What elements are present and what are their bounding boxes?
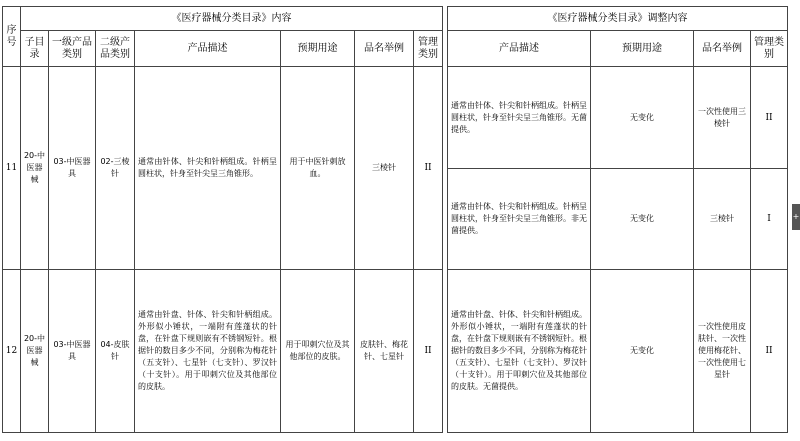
row-mgmt-class: II (414, 67, 443, 270)
expand-handle[interactable]: + (792, 204, 800, 230)
table-row (3, 67, 788, 169)
row-first-category: 03-中医器具 (49, 270, 96, 433)
header-adj-intended-use: 预期用途 (591, 31, 694, 67)
adj-examples: 一次性使用皮肤针、一次性使用梅花针、一次性使用七星针 (694, 270, 751, 433)
header-intended-use: 预期用途 (281, 31, 355, 67)
header-adj-mgmt-class: 管理类别 (751, 31, 788, 67)
adj-description: 通常由针盘、针体、针尖和针柄组成。外形似小锤状，一端附有莲蓬状的针盘，在针盘下规则嵌有不锈钢短针。根据针的数目多少不同，分别称为梅花针（五支针）、七星针（七支针）、罗汉针（十支针）。用于叩刺穴位及其他部位的皮肤。无菌提供。 (448, 270, 591, 433)
adj-mgmt-class: I (751, 169, 788, 270)
adj-description: 通常由针体、针尖和针柄组成。针柄呈圆柱状，针身至针尖呈三角锥形。无菌提供。 (448, 67, 591, 169)
adj-intended-use: 无变化 (591, 270, 694, 433)
adj-mgmt-class: II (751, 67, 788, 169)
header-second-category: 二级产品类别 (96, 31, 135, 67)
adj-description: 通常由针体、针尖和针柄组成。针柄呈圆柱状，针身至针尖呈三角锥形。非无菌提供。 (448, 169, 591, 270)
header-first-category: 一级产品类别 (49, 31, 96, 67)
header-adj-description: 产品描述 (448, 31, 591, 67)
header-mgmt-class: 管理类别 (414, 31, 443, 67)
row-sub-catalog: 20-中医器械 (21, 67, 49, 270)
catalog-table (2, 6, 788, 433)
row-sub-catalog: 20-中医器械 (21, 270, 49, 433)
row-seq: 11 (3, 67, 21, 270)
adj-examples: 三棱针 (694, 169, 751, 270)
row-seq: 12 (3, 270, 21, 433)
row-intended-use: 用于叩刺穴位及其他部位的皮肤。 (281, 270, 355, 433)
header-examples: 品名举例 (355, 31, 414, 67)
row-mgmt-class: II (414, 270, 443, 433)
adj-intended-use: 无变化 (591, 67, 694, 169)
row-examples: 皮肤针、梅花针、七星针 (355, 270, 414, 433)
row-intended-use: 用于中医针刺放血。 (281, 67, 355, 270)
table-row (3, 270, 788, 433)
row-first-category: 03-中医器具 (49, 67, 96, 270)
row-second-category: 02-三棱针 (96, 67, 135, 270)
adj-mgmt-class: II (751, 270, 788, 433)
header-right-group: 《医疗器械分类目录》调整内容 (448, 7, 788, 31)
row-description: 通常由针盘、针体、针尖和针柄组成。外形似小锤状，一端附有莲蓬状的针盘，在针盘下规则嵌有不锈钢短针。根据针的数目多少不同，分别称为梅花针（五支针）、七星针（七支针）、罗汉针（十支针）。用于叩刺穴位及其他部位的皮肤。 (135, 270, 281, 433)
header-left-group: 《医疗器械分类目录》内容 (21, 7, 443, 31)
header-sub-catalog: 子目录 (21, 31, 49, 67)
adj-examples: 一次性使用三棱针 (694, 67, 751, 169)
row-second-category: 04-皮肤针 (96, 270, 135, 433)
header-seq: 序号 (3, 7, 21, 67)
header-description: 产品描述 (135, 31, 281, 67)
row-examples: 三棱针 (355, 67, 414, 270)
row-description: 通常由针体、针尖和针柄组成。针柄呈圆柱状，针身至针尖呈三角锥形。 (135, 67, 281, 270)
adj-intended-use: 无变化 (591, 169, 694, 270)
header-adj-examples: 品名举例 (694, 31, 751, 67)
